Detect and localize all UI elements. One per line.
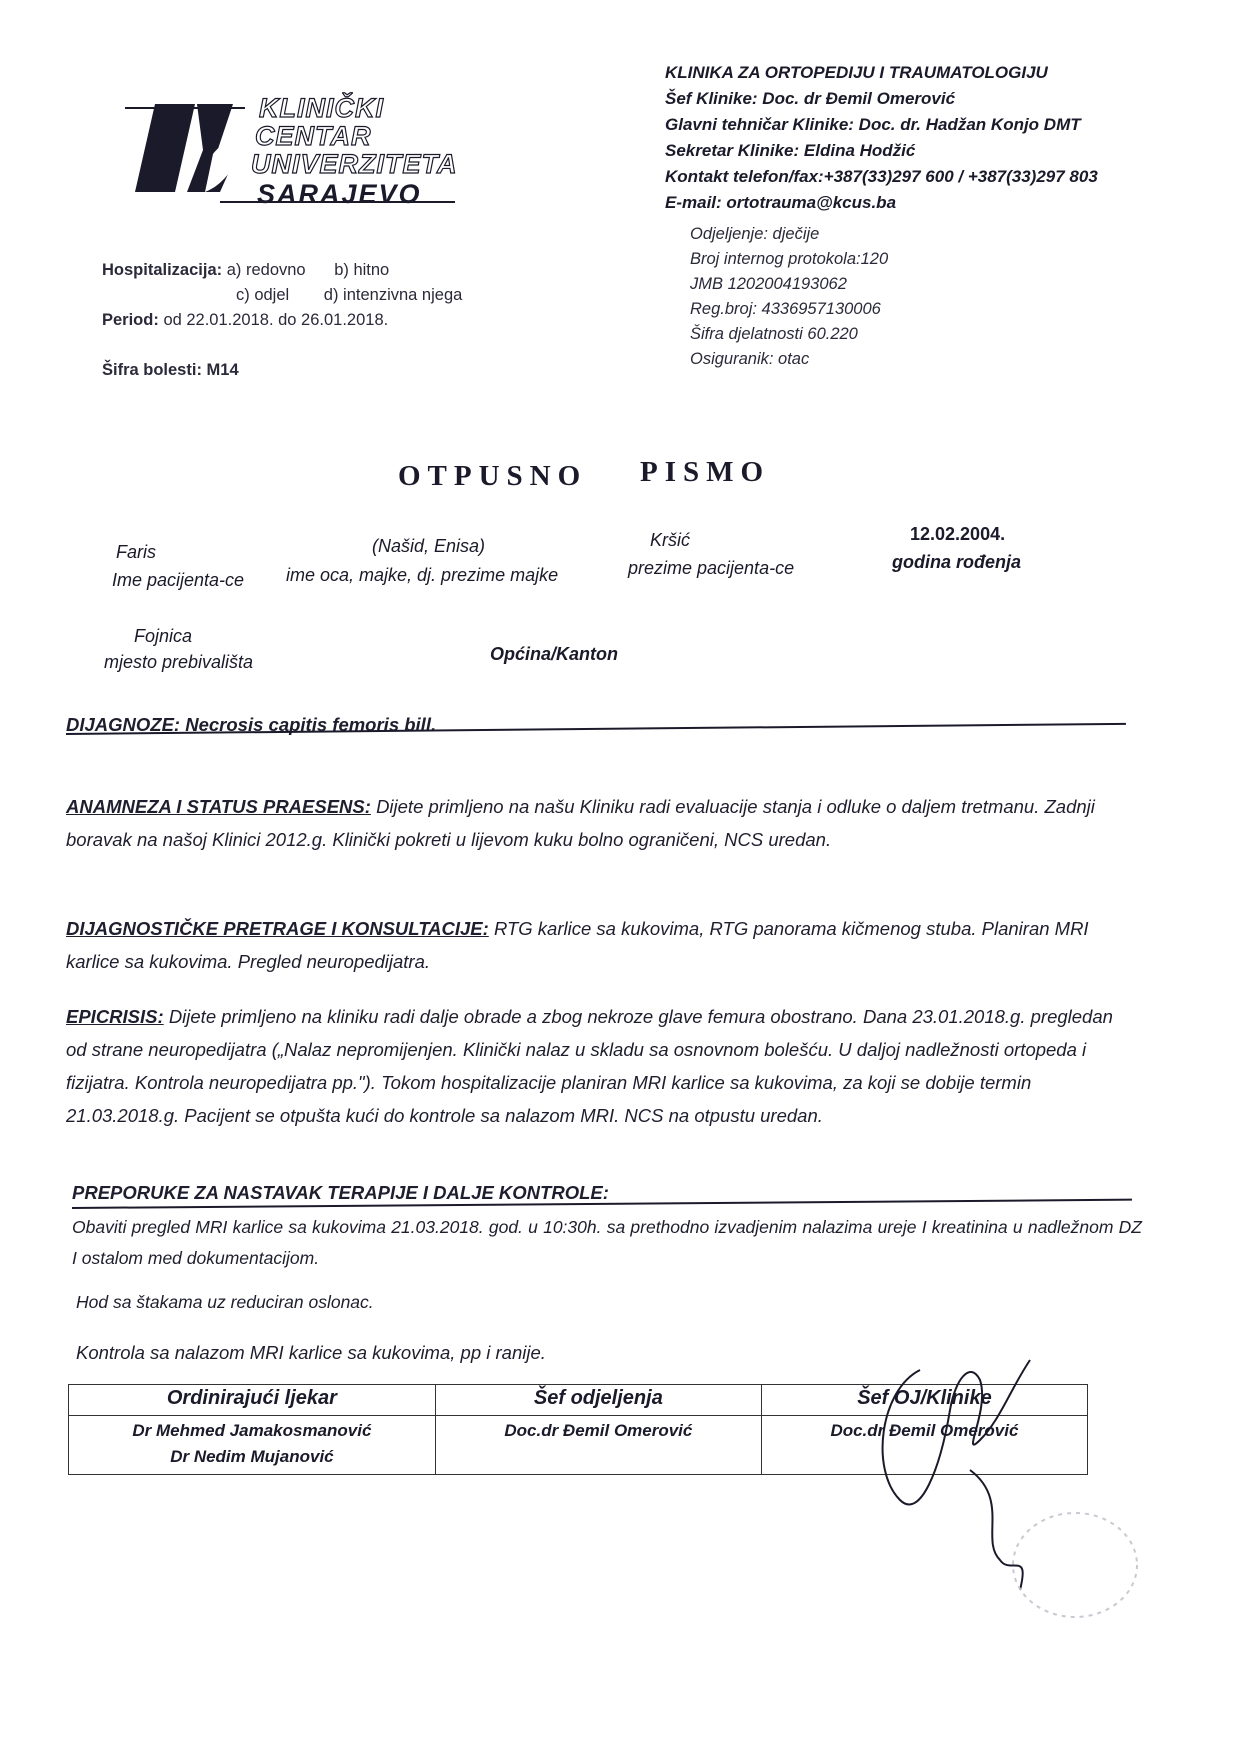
meta-department: Odjeljenje: dječije [690, 225, 820, 243]
meta-reg: Reg.broj: 4336957130006 [690, 300, 881, 318]
hospitalization-row-1 [102, 258, 389, 283]
patient-birth-label: godina rođenja [892, 552, 1022, 572]
hospitalization-a: a) redovno [226, 261, 306, 279]
hospitalization-c: c) odjel [236, 286, 290, 304]
sig-col3-header: Šef OJ/Klinike [761, 1385, 1087, 1416]
disease-code-value: M14 [206, 361, 239, 379]
clinic-chief: Šef Klinike: Doc. dr Đemil Omerović [665, 89, 956, 108]
meta-insured: Osiguranik: otac [690, 350, 810, 368]
patient-municipality-label: Općina/Kanton [490, 644, 619, 664]
patient-parents-label: ime oca, majke, dj. prezime majke [286, 565, 559, 585]
stamp-mark [1000, 1500, 1150, 1630]
epicrisis-text: Dijete primljeno na kliniku radi dalje obrade a zbog nekroze glave femura obostrano. Dana 23.01.2018.g. pregledan od strane neuropedijatra („Nalaz nepromijenjen. Klinički nalaz u skladu sa osnovnom bolešću. U daljoj nadležnosti ortopeda i fizijatra. Kontrola neuropedijatra pp."). Tokom hospitalizacije planiran MRI karlice sa kukovima, za koji se dobije termin 21.03.2018.g. Pacijent se otpušta kući do kontrole sa nalazom MRI. NCS na otpustu uredan. [66, 1006, 1113, 1126]
sig-col1-line2: Dr Nedim Mujanović [170, 1447, 334, 1466]
sig-col1-value [69, 1416, 436, 1475]
sig-col2-header: Šef odjeljenja [435, 1385, 761, 1416]
period-label: Period: [102, 311, 159, 329]
epicrisis-label: EPICRISIS: [66, 1006, 164, 1027]
clinic-secretary: Sekretar Klinike: Eldina Hodžić [665, 141, 916, 160]
meta-activity: Šifra djelatnosti 60.220 [690, 325, 858, 343]
clinic-head-tech: Glavni tehničar Klinike: Doc. dr. Hadžan Konjo DMT [665, 115, 1081, 134]
logo-line-2: CENTAR [255, 121, 372, 151]
patient-residence: Fojnica [134, 626, 193, 646]
recommendations-text-2: Hod sa štakama uz reduciran oslonac. [76, 1292, 374, 1312]
patient-first-name-label: Ime pacijenta-ce [112, 570, 245, 590]
diagnostics-label: DIJAGNOSTIČKE PRETRAGE I KONSULTACIJE: [66, 918, 489, 939]
hospitalization-label: Hospitalizacija: [102, 261, 223, 279]
diagnosis-value: Necrosis capitis femoris bill. [185, 714, 437, 735]
patient-first-name: Faris [116, 542, 156, 562]
sig-col1-header: Ordinirajući ljekar [69, 1385, 436, 1416]
logo-line-3: UNIVERZITETA [251, 149, 458, 179]
logo-line-1: KLINIČKI [259, 93, 384, 123]
hospital-logo [125, 92, 480, 222]
disease-code-row [102, 358, 239, 383]
patient-surname-label: prezime pacijenta-ce [628, 558, 795, 578]
recommendations-text-3: Kontrola sa nalazom MRI karlice sa kukovima, pp i ranije. [76, 1342, 546, 1363]
anamnesis-text: Dijete primljeno na našu Kliniku radi evaluacije stanja i odluke o daljem tretmanu. Zadnji boravak na našoj Klinici 2012.g. Klinički pokreti u lijevom kuku bolno ograničeni, NCS uredan. [66, 796, 1095, 850]
patient-parents: (Našid, Enisa) [372, 536, 486, 556]
diagnostics-section [66, 912, 1126, 978]
meta-jmb: JMB 1202004193062 [690, 275, 847, 293]
period-row [102, 308, 388, 333]
sig-col1-line1: Dr Mehmed Jamakosmanović [132, 1421, 372, 1440]
hospitalization-b: b) hitno [334, 261, 390, 279]
sig-col3-value: Doc.dr Đemil Omerović [761, 1416, 1087, 1475]
disease-code-label: Šifra bolesti: [102, 361, 202, 379]
clinic-phone: Kontakt telefon/fax:+387(33)297 600 / +387(33)297 803 [665, 167, 1098, 186]
meta-protocol: Broj internog protokola:120 [690, 250, 889, 268]
diagnosis-row [66, 708, 436, 741]
recommendations-label: PREPORUKE ZA NASTAVAK TERAPIJE I DALJE KONTROLE: [72, 1182, 609, 1203]
anamnesis-section [66, 790, 1126, 856]
diagnosis-label: DIJAGNOZE: [66, 714, 181, 735]
document-title-left: OTPUSNO [398, 460, 588, 492]
recommendations-text-1: Obaviti pregled MRI karlice sa kukovima 21.03.2018. god. u 10:30h. sa prethodno izvadjenim nalazima ureje I kreatinina u nadležnom DZ I ostalom med dokumentacijom. [72, 1217, 1142, 1268]
patient-residence-label: mjesto prebivališta [104, 652, 254, 672]
clinic-name: KLINIKA ZA ORTOPEDIJU I TRAUMATOLOGIJU [665, 63, 1048, 82]
logo-city: SARAJEVO [257, 179, 422, 209]
document-title-right: PISMO [640, 456, 771, 488]
hospitalization-row-2 [236, 283, 462, 308]
patient-birth-date: 12.02.2004. [910, 524, 1006, 544]
sig-col2-value: Doc.dr Đemil Omerović [435, 1416, 761, 1475]
clinic-email: E-mail: ortotrauma@kcus.ba [665, 193, 897, 212]
patient-surname: Kršić [650, 530, 690, 550]
period-value: od 22.01.2018. do 26.01.2018. [163, 311, 389, 329]
diagnostics-text: RTG karlice sa kukovima, RTG panorama kičmenog stuba. Planiran MRI karlice sa kukovima. Pregled neuropedijatra. [66, 918, 1089, 972]
epicrisis-section [66, 1000, 1126, 1132]
hospitalization-d: d) intenzivna njega [323, 286, 463, 304]
anamnesis-label: ANAMNEZA I STATUS PRAESENS: [66, 796, 371, 817]
